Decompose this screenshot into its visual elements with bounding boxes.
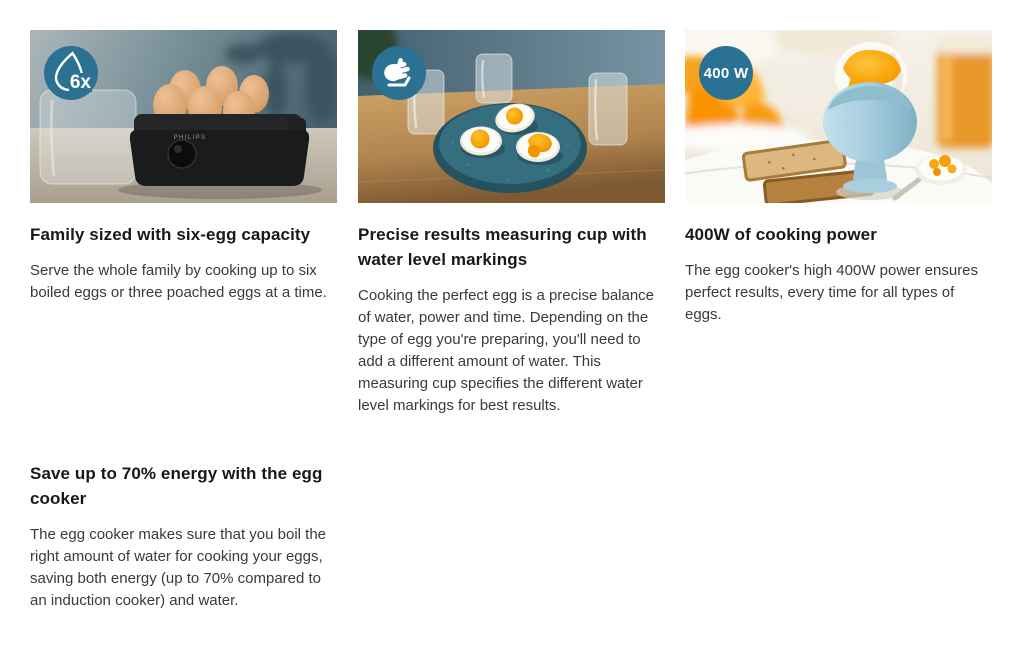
feature-title: Family sized with six-egg capacity [30, 225, 311, 244]
six-egg-capacity-badge [44, 46, 98, 100]
power-badge [699, 46, 753, 100]
feature-card-energy-saving [30, 461, 337, 612]
badge-label-400w: 400 W [703, 64, 749, 82]
feature-title: Save up to 70% energy with the egg cooker [30, 464, 323, 508]
feature-title: 400W of cooking power [685, 225, 877, 244]
feature-description: The egg cooker makes sure that you boil the right amount of water for cooking your eggs, saving both energy (up to 70% compared to an induction cooker) and water. [30, 526, 327, 609]
boiled-eggs-plate-image [358, 30, 665, 203]
hand-measuring-icon [381, 55, 417, 91]
feature-description: Cooking the perfect egg is a precise balance of water, power and time. Depending on the type of egg you're preparing, you'll need to add a different amount of water. This measuring cup specifies the different water level markings for best results. [358, 287, 655, 414]
feature-card-capacity [30, 30, 337, 304]
feature-card-measuring-cup [358, 30, 665, 417]
egg-cooker-image [30, 30, 337, 203]
feature-card-power [685, 30, 992, 326]
breakfast-egg-image [685, 30, 992, 203]
easy-measuring-badge [372, 46, 426, 100]
badge-label-6x: 6x [69, 72, 91, 93]
feature-description: The egg cooker's high 400W power ensures perfect results, every time for all types of eggs. [685, 262, 979, 323]
feature-title: Precise results measuring cup with water level markings [358, 225, 647, 269]
feature-description: Serve the whole family by cooking up to six boiled eggs or three poached eggs at a time. [30, 262, 327, 301]
device-brand-label: PHILIPS [173, 135, 207, 141]
